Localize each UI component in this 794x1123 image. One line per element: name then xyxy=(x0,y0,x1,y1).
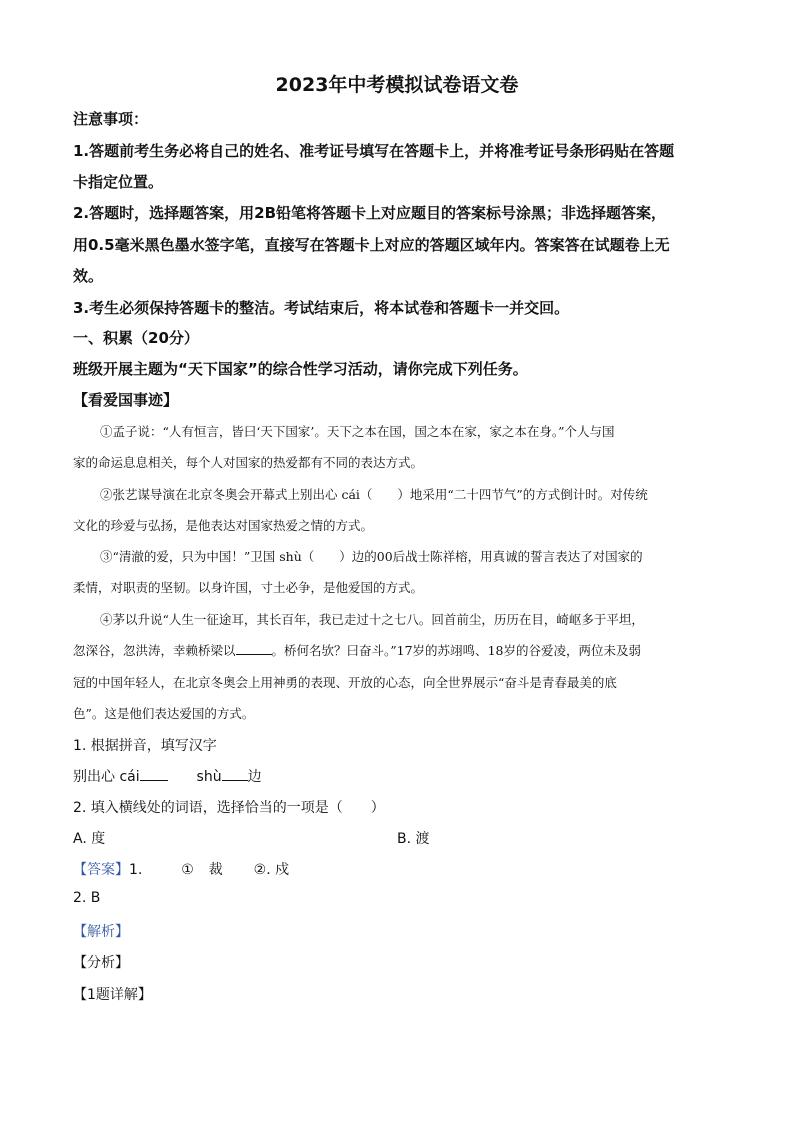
passage-2-line-2: 文化的珍爱与弘扬，是他表达对国家热爱之情的方式。 xyxy=(73,518,374,533)
q1-part-b-suffix: 边 xyxy=(247,769,262,785)
answer-q2: 2. B xyxy=(73,890,101,906)
answer-row xyxy=(73,859,289,879)
passage-4-line-3: 冠的中国年轻人，在北京冬奥会上用神勇的表现、开放的心态，向全世界展示“奋斗是青春最美的底 xyxy=(73,675,617,690)
passage-3-line-1: ③“清澈的爱，只为中国！”卫国 shù（ ）边的00后战士陈祥榕，用真诚的誓言表达了对国家的 xyxy=(100,549,643,564)
notice-item-2-line-2: 用0.5毫米黑色墨水签字笔，直接写在答题卡上对应的答题区域年内。答案答在试题卷上无 xyxy=(73,236,670,254)
notice-item-1-line-2: 卡指定位置。 xyxy=(73,173,164,191)
q2-option-a: A. 度 xyxy=(73,831,106,847)
subsection-heading: 【看爱国事迹】 xyxy=(73,391,179,409)
section-1-heading: 一、积累（20分） xyxy=(73,329,199,347)
q1-part-a-label: 别出心 cái xyxy=(73,769,140,785)
passage-4-line-4: 色”。这是他们表达爱国的方式。 xyxy=(73,706,255,721)
analysis-label: 【解析】 xyxy=(73,924,129,940)
fill-in-blank xyxy=(236,642,272,655)
q1-blank-b xyxy=(222,768,248,781)
answer-label: 【答案】 xyxy=(73,862,129,878)
answer-2-marker: ②. xyxy=(253,862,271,878)
notice-heading: 注意事项： xyxy=(73,110,149,128)
passage-3-line-2: 柔情，对职责的坚韧。以身许国，寸土必争，是他爱国的方式。 xyxy=(73,580,424,595)
q2-option-b: B. 渡 xyxy=(397,831,430,847)
passage-4-line-1: ④茅以升说“人生一征途耳，其长百年，我已走过十之七八。回首前尘，历历在目，崎岖多于平坦， xyxy=(100,612,644,627)
detail-label: 【1题详解】 xyxy=(73,987,152,1003)
passage-4-line-2-after: 。桥何名欤？曰奋斗。”17岁的苏翊鸣、18岁的谷爱凌，两位未及弱 xyxy=(271,643,641,658)
passage-4-line-2-before: 忽深谷，忽洪涛，幸赖桥梁以 xyxy=(73,643,236,658)
passage-2-line-1: ②张艺谋导演在北京冬奥会开幕式上别出心 cái（ ）地采用“二十四节气”的方式倒计时。对传统 xyxy=(100,487,648,502)
task-intro: 班级开展主题为“天下国家”的综合性学习活动，请你完成下列任务。 xyxy=(73,360,528,378)
page-title: 2023年中考模拟试卷语文卷 xyxy=(275,74,519,96)
notice-item-2-line-3: 效。 xyxy=(73,267,104,285)
passage-4-line-2 xyxy=(73,641,641,659)
question-2-text: 2. 填入横线处的词语，选择恰当的一项是（ ） xyxy=(73,800,385,816)
notice-item-3: 3.考生必须保持答题卡的整洁。考试结束后，将本试卷和答题卡一并交回。 xyxy=(73,299,570,317)
notice-item-2-line-1: 2.答题时，选择题答案，用2B铅笔将答题卡上对应题目的答案标号涂黑；非选择题答案， xyxy=(73,204,667,222)
notice-item-1-line-1: 1.答题前考生务必将自己的姓名、准考证号填写在答题卡上，并将准考证号条形码贴在答题 xyxy=(73,142,675,160)
passage-1-line-1: ①孟子说：“人有恒言，皆曰‘天下国家’。天下之本在国，国之本在家，家之本在身。”个人与国 xyxy=(100,424,615,439)
question-1-blanks xyxy=(73,766,262,786)
question-1-text: 1. 根据拼音，填写汉字 xyxy=(73,738,217,754)
answer-1-marker: ① xyxy=(181,862,194,878)
q1-part-b-label: shù xyxy=(196,769,222,785)
answer-2-value: 戍 xyxy=(275,862,290,878)
fenxi-label: 【分析】 xyxy=(73,955,129,971)
answer-number: 1. xyxy=(129,862,143,878)
passage-1-line-2: 家的命运息息相关，每个人对国家的热爱都有不同的表达方式。 xyxy=(73,455,424,470)
answer-1-value: 裁 xyxy=(208,862,223,878)
q1-blank-a xyxy=(140,768,168,781)
